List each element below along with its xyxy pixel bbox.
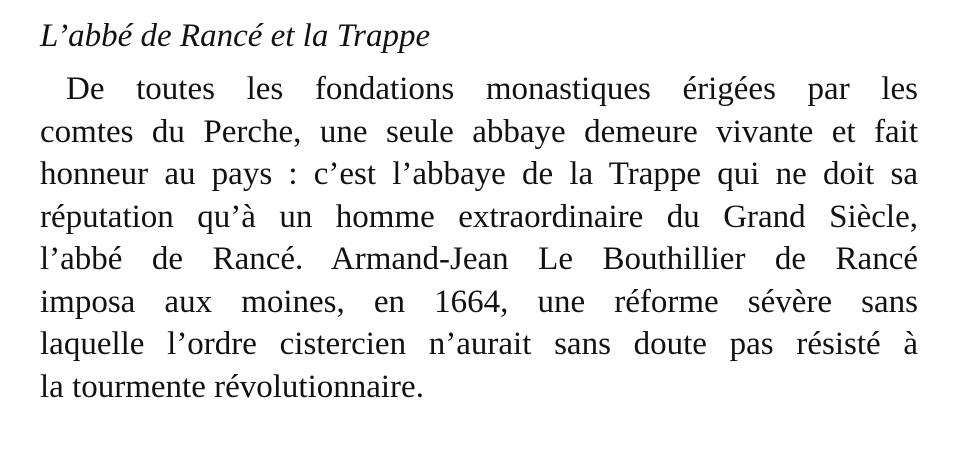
paragraph-line: laquelle l’ordre cistercien n’aurait sans doute pas résisté à: [40, 326, 918, 362]
paragraph-line: honneur au pays : c’est l’abbaye de la Trappe qui ne doit sa: [40, 156, 918, 192]
paragraph-line: imposa aux moines, en 1664, une réforme sévère sans: [40, 283, 918, 320]
paragraph-line: De toutes les fondations monastiques érigées par les: [66, 71, 918, 107]
body-paragraph: [40, 68, 918, 408]
paragraph-line: comtes du Perche, une seule abbaye demeure vivante et fait: [40, 113, 918, 150]
paragraph-line: la tourmente révolutionnaire.: [40, 368, 424, 405]
section-title: L’abbé de Rancé et la Trappe: [40, 18, 431, 54]
document-page: [40, 12, 918, 408]
paragraph-line: réputation qu’à un homme extraordinaire du Grand Siècle,: [40, 198, 918, 235]
paragraph-line: l’abbé de Rancé. Armand-Jean Le Bouthillier de Rancé: [40, 241, 918, 277]
